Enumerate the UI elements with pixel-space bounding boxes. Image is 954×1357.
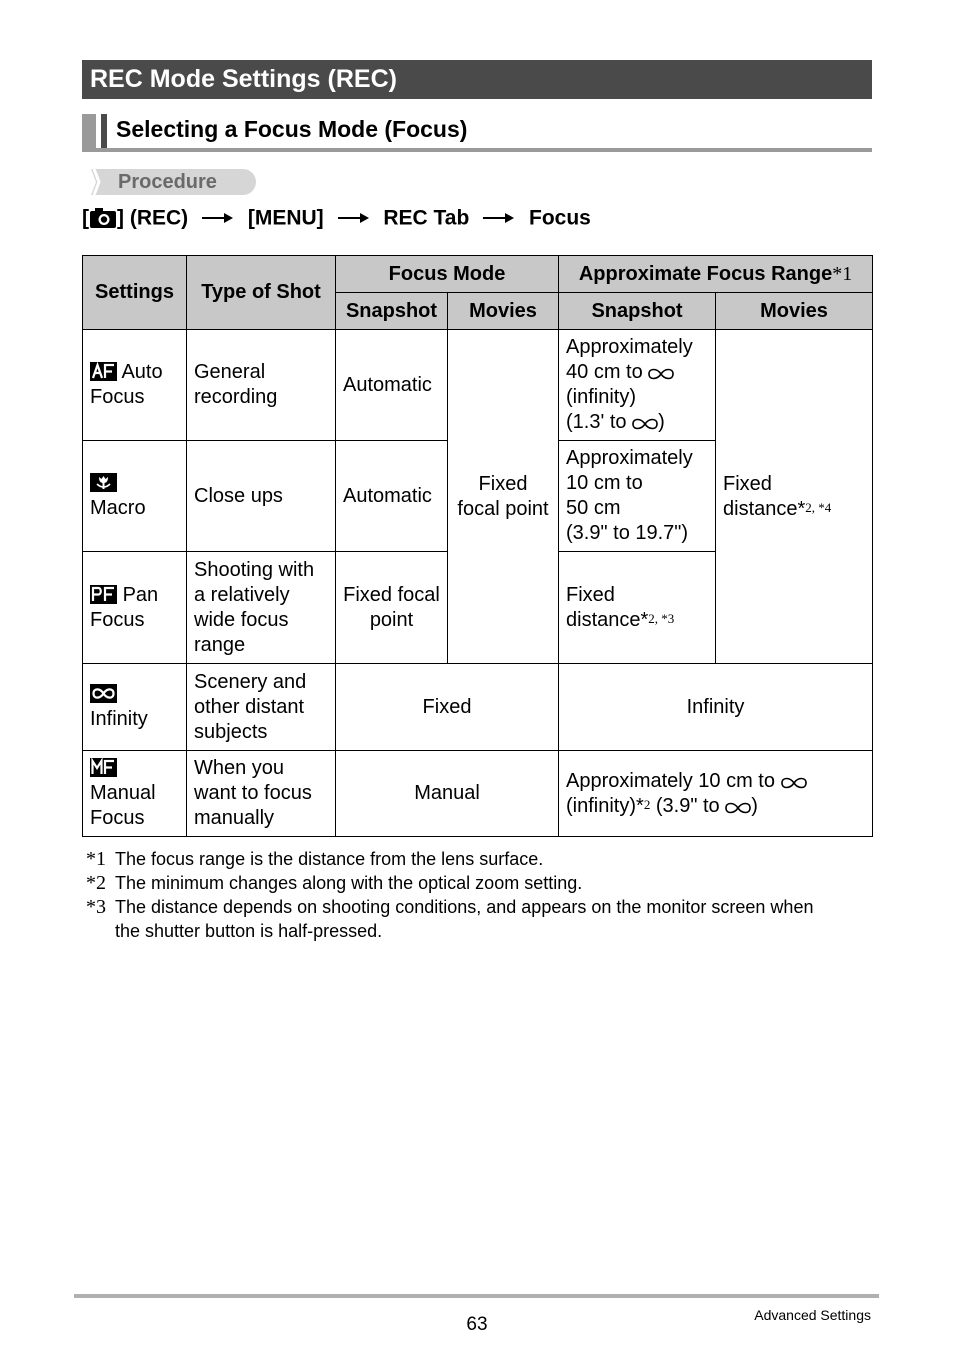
range-text: Approximately 10 cm to	[566, 769, 775, 792]
setting-label: Auto Focus	[90, 361, 163, 408]
infinity-symbol-icon	[632, 417, 658, 431]
footnote	[86, 895, 835, 943]
infinity-symbol-icon	[781, 776, 807, 790]
range-line: 10 cm to	[566, 472, 643, 494]
range-text: (3.9" to	[655, 794, 720, 817]
setting-cell	[83, 664, 187, 751]
manual-focus-icon	[90, 758, 117, 777]
range-line: Approximately	[566, 336, 693, 358]
setting-cell	[83, 330, 187, 441]
fm-snapshot-cell: Automatic	[336, 441, 448, 552]
subsection-title: Selecting a Focus Mode (Focus)	[116, 116, 468, 142]
fm-snapshot-cell: Automatic	[336, 330, 448, 441]
infinity-symbol-icon	[725, 801, 751, 815]
range-line: Approximately	[566, 447, 693, 469]
range-line	[566, 360, 708, 385]
range-text: )	[658, 411, 665, 433]
range-line: (3.9" to 19.7")	[566, 522, 689, 544]
footnotes	[86, 847, 835, 943]
camera-icon	[89, 207, 117, 229]
setting-label: Manual Focus	[90, 782, 156, 829]
heading-bar-decoration	[82, 114, 96, 148]
focus-mode-table	[82, 255, 873, 837]
shot-cell: Close ups	[187, 441, 336, 552]
shot-cell: Shooting with a relatively wide focus range	[187, 552, 336, 664]
range-text: )	[751, 794, 758, 817]
path-rec-tab: REC Tab	[383, 206, 470, 230]
range-cell: Infinity	[559, 664, 873, 751]
table-row	[83, 330, 873, 441]
range-line	[566, 769, 865, 794]
range-snapshot-cell	[559, 552, 716, 664]
footnote	[86, 847, 835, 871]
path-rec: ] (REC)	[117, 206, 189, 230]
macro-icon	[90, 473, 117, 492]
range-text: (1.3' to	[566, 411, 627, 433]
section-title: REC Mode Settings (REC)	[82, 60, 872, 99]
table-row	[83, 751, 873, 837]
header-approx-focus-range-label: Approximate Focus Range	[578, 262, 833, 285]
header-approx-focus-range	[559, 256, 873, 293]
fm-cell: Fixed	[336, 664, 559, 751]
footnote-text: The distance depends on shooting conditions, and appears on the monitor screen when the shutter button is half-pressed.	[115, 897, 814, 941]
setting-label: Pan Focus	[90, 583, 159, 631]
fm-cell: Manual	[336, 751, 559, 837]
shot-cell: General recording	[187, 330, 336, 441]
footnote-mark: *3	[86, 896, 106, 918]
shot-cell: Scenery and other distant subjects	[187, 664, 336, 751]
setting-cell	[83, 441, 187, 552]
pan-focus-icon	[90, 585, 117, 604]
fm-movies-cell: Fixed focal point	[448, 330, 559, 664]
footnote	[86, 871, 835, 895]
setting-label: Infinity	[90, 708, 148, 730]
range-text: (infinity)*	[566, 794, 644, 817]
range-cell	[559, 751, 873, 837]
footnote-ref: 2, *3	[648, 610, 675, 626]
arrow-right-icon	[338, 212, 370, 224]
infinity-symbol-icon	[648, 367, 674, 381]
footnote-text: The minimum changes along with the optical zoom setting.	[115, 873, 583, 893]
footer-section-name: Advanced Settings	[754, 1307, 871, 1323]
range-line: (infinity)	[566, 386, 637, 408]
arrow-right-icon	[202, 212, 234, 224]
header-range-snapshot: Snapshot	[559, 293, 716, 330]
procedure-badge	[82, 169, 256, 195]
range-text: Fixed distance*	[723, 472, 806, 520]
heading-bar-decoration	[101, 114, 107, 148]
footnote-mark: *2	[86, 872, 106, 894]
procedure-label: Procedure	[118, 171, 217, 193]
page-number: 63	[466, 1314, 488, 1335]
header-range-movies: Movies	[716, 293, 873, 330]
range-movies-cell	[716, 330, 873, 664]
range-snapshot-cell	[559, 330, 716, 441]
menu-path	[82, 205, 591, 231]
header-fm-movies: Movies	[448, 293, 559, 330]
range-snapshot-cell	[559, 441, 716, 552]
range-text: Fixed distance*	[566, 583, 649, 631]
header-fm-snapshot: Snapshot	[336, 293, 448, 330]
range-line	[566, 794, 865, 819]
range-text: 40 cm to	[566, 361, 643, 383]
footnote-ref: *1	[832, 262, 853, 285]
auto-focus-icon	[90, 362, 117, 381]
footnote-ref: 2, *4	[805, 499, 832, 515]
footnote-ref: 2	[643, 796, 651, 812]
path-menu: [MENU]	[247, 206, 324, 230]
setting-cell	[83, 552, 187, 664]
arrow-right-icon	[483, 212, 515, 224]
setting-label: Macro	[90, 497, 146, 519]
path-focus: Focus	[529, 206, 591, 230]
setting-cell	[83, 751, 187, 837]
footer-divider	[74, 1294, 879, 1298]
subsection-heading	[82, 114, 872, 152]
header-type-of-shot: Type of Shot	[187, 256, 336, 330]
footnote-text: The focus range is the distance from the lens surface.	[115, 849, 544, 869]
range-line	[566, 410, 708, 435]
header-settings: Settings	[83, 256, 187, 330]
footnote-mark: *1	[86, 848, 106, 870]
path-bracket-open: [	[82, 206, 89, 230]
infinity-icon	[90, 684, 117, 703]
table-row	[83, 664, 873, 751]
header-focus-mode: Focus Mode	[336, 256, 559, 293]
fm-snapshot-cell: Fixed focal point	[336, 552, 448, 664]
shot-cell: When you want to focus manually	[187, 751, 336, 837]
range-line: 50 cm	[566, 497, 621, 519]
